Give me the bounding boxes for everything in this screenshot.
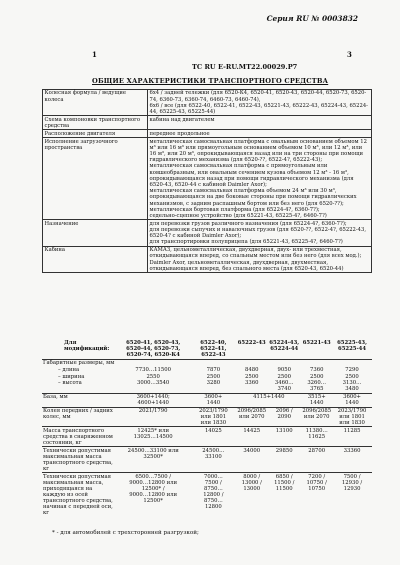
spec-value: переднее продольное (148, 130, 372, 138)
mods-cell: 6850 / 11500 / 11500 (267, 473, 301, 517)
spec-row (43, 220, 372, 246)
page-number-right: 3 (347, 50, 352, 59)
mods-cell: 2550 (146, 373, 160, 380)
section-title: ОБЩИЕ ХАРАКТЕРИСТИКИ ТРАНСПОРТНОГО СРЕДСТВА (92, 77, 329, 85)
mods-cell: 2096/2085 или 2070 (236, 407, 267, 427)
mods-cell: 3460… 3740 (274, 380, 294, 393)
mods-cell: 11285 (332, 427, 372, 447)
mods-row (42, 447, 372, 473)
mods-column-header: 6520-41, 6520-43, 6520-44, 6520-73, 6520-74, 6520-К4 (116, 340, 190, 359)
mods-cell: 3600+ 1440 (190, 393, 236, 407)
mods-cell: 4115+1440 (236, 393, 301, 407)
spec-row (43, 116, 372, 130)
spec-value: 6x4 / задней тележки (для 6520-К4, 6520-41, 6520-43, 6520-44, 6520-73, 6520-74, 6360-73, 6360-74, 6460-73, 6460-74), 6x6 / все (для 6522-40, 6522-41, 6522-43, 65221-43, 65222-43, 65224-43, 65224-44, 65225-43, 65225-44) (148, 90, 372, 116)
mods-cell: 2096/2085 или 2070 (301, 407, 332, 427)
dims-title-row (42, 359, 372, 366)
mods-cell: 2023/1790 или 1801 или 1830 (190, 407, 236, 427)
mods-cell: 9050 (277, 366, 291, 373)
mods-row (42, 367, 372, 374)
mods-row-label: Масса транспортного средства в снаряженном состоянии, кг (42, 427, 116, 447)
mods-row-label: Технически допустимая максимальная масса транспортного средства, кг (42, 447, 116, 473)
mods-cell: 33360 (332, 447, 372, 473)
spec-key: Схема компоновки транспортного средства (43, 116, 148, 130)
mods-label: Для модификаций: (42, 340, 116, 359)
spec-row (43, 246, 372, 272)
mods-cell: 12425* или 13025…14500 (116, 427, 190, 447)
mods-row (42, 473, 372, 517)
mods-row-label: Технически допустимая максимальная масса, приходящаяся на каждую из осей транспортного средства, начиная с передней оси, кг (42, 473, 116, 517)
mods-cell: 6500…7500 / 9000…12800 или 12500* / 9000…12800 или 12500* (116, 473, 190, 517)
mods-row (42, 407, 372, 427)
mods-column-header: 6522-40, 6522-41, 6522-43 (190, 340, 236, 359)
mods-cell: 3600+ 1440 (332, 393, 372, 407)
mods-cell: 14425 (236, 427, 267, 447)
mods-row (42, 373, 372, 380)
footnote: * - для автомобилей с трехсторонней разгрузкой; (52, 530, 199, 536)
mods-column-header: 65222-43 (236, 340, 267, 359)
mods-row-label: – высота (58, 380, 82, 387)
mods-row-label: База, мм (42, 393, 116, 407)
mods-cell: 7290 (345, 366, 359, 373)
mods-row-label: Колея передних / задних колес, мм (42, 407, 116, 427)
mods-cell: 3130… 3480 (342, 380, 362, 393)
spec-value: металлическая самосвальная платформа с овальным основанием объемом 12 м³ или 16 м³ или прямоугольным основанием объемом 10 м³, или 12 м³, или 16 м³, или 20 м³, опрокидывающаяся назад или на три стороны при помощи гидравлического механизма (для 6520-??, 6522-4?, 65222-43); металлическая самосвальная платформа с прямоугольным или ковшеобразным, или овальным сечением кузова объемом 12 м³ - 16 м³, опрокидывающаяся назад при помощи гидравлического механизма (для 6520-43, 6520-44 с кабиной Daimler Axor); металлическая самосвальная платформа объемом 24 м³ или 30 м³, опрокидывающаяся на две боковые стороны при помощи гидравлических механизмов, с задним распашным бортом или без него (для 6520-??); металлическая бортовая платформа (для 65224-4?, 6360-7?); седельно-сцепное устройство (для 65221-43, 65225-4?, 6460-7?) (148, 138, 372, 220)
mods-cell: 7500 / 12930 / 12930 (332, 473, 372, 517)
spec-row (43, 90, 372, 116)
spec-value: КАМАЗ, цельнометаллическая, двухдверная, двух- или трехместная, откидывающаяся вперед, со спальным местом или без него (для всех мод.); Daimler Axor, цельнометаллическая, двухдверная, двухместная, откидывающаяся вперед, без спального места (для 6520-43, 6520-44) (148, 246, 372, 272)
spec-value: для перевозки грузов различного назначения (для 65224-4?, 6360-7?); для перевозки сыпучих и навалочных грузов (для 6520-??, 6522-4?, 65222-43, 6520-4? с кабиной Daimler Axor); для транспортировки полуприцепа (для 65221-43, 65225-4?, 6460-7?) (148, 220, 372, 246)
mods-row (42, 380, 372, 393)
mods-cell: 11380… 11625 (301, 427, 332, 447)
document-number: TC RU E-RU.MT22.00029.P7 (192, 63, 298, 71)
mods-cell: 2500 (277, 373, 291, 380)
mods-cell: 3260… 3765 (307, 380, 327, 393)
mods-row (42, 427, 372, 447)
spec-value: кабина над двигателем (148, 116, 372, 130)
spec-key: Исполнение загрузочного пространства (43, 138, 148, 220)
spec-key: Расположение двигателя (43, 130, 148, 138)
modifications-table (42, 340, 372, 516)
mods-cell: 24500…33100 или 32500* (116, 447, 190, 473)
mods-cell: 7000… 7500 / 8750… 12800 / 8750… 12800 (190, 473, 236, 517)
spec-key: Кабина (43, 246, 148, 272)
mods-cell: 2500 (309, 373, 324, 380)
mods-cell: 2500 (345, 373, 359, 380)
mods-cell: 29850 (267, 447, 301, 473)
mods-cell: 3000…3540 (137, 380, 170, 387)
mods-cell: 3515+ 1440 (301, 393, 332, 407)
mods-cell: 3600+1440; 4600+1440 (116, 393, 190, 407)
spec-key: Назначение (43, 220, 148, 246)
mods-cell: 8000 / 13000 / 13000 (236, 473, 267, 517)
mods-row-label: – длина (58, 366, 80, 373)
mods-cell: 3360 (245, 380, 259, 387)
mods-cell: 2023/1790 или 1801 или 1830 (332, 407, 372, 427)
spec-row (43, 130, 372, 138)
mods-cell: 34000 (236, 447, 267, 473)
mods-cell: 13100 (267, 427, 301, 447)
mods-cell: 2500 (245, 373, 259, 380)
mods-cell: 2500 (206, 373, 221, 380)
mods-cell: 24500… 33100 (190, 447, 236, 473)
mods-cell: 7870 (206, 366, 221, 373)
mods-cell: 2021/1790 (116, 407, 190, 427)
mods-cell: 7200 / 10750 / 10750 (301, 473, 332, 517)
mods-cell: 28700 (301, 447, 332, 473)
series-number: Серия RU № 0003832 (266, 14, 358, 23)
mods-row (42, 393, 372, 407)
mods-cell: 8480 (245, 366, 259, 373)
mods-row-label: – ширина (58, 373, 85, 380)
mods-cell: 7360 (309, 366, 324, 373)
mods-cell: 3280 (206, 380, 221, 387)
dims-title: Габаритные размеры, мм (43, 360, 115, 367)
page-number-left: 1 (92, 50, 97, 59)
spec-table (42, 89, 372, 273)
mods-cell: 14025 (190, 427, 236, 447)
mods-column-header: 65224-43, 65224-44 (267, 340, 301, 359)
spec-row (43, 138, 372, 220)
mods-cell: 7730…11500 (135, 366, 171, 373)
mods-column-header: 65225-43, 65225-44 (332, 340, 372, 359)
spec-key: Колесная формула / ведущие колеса (43, 90, 148, 116)
mods-header-row (42, 340, 372, 359)
mods-cell: 2096 / 2090 (267, 407, 301, 427)
mods-column-header: 65221-43 (301, 340, 332, 359)
